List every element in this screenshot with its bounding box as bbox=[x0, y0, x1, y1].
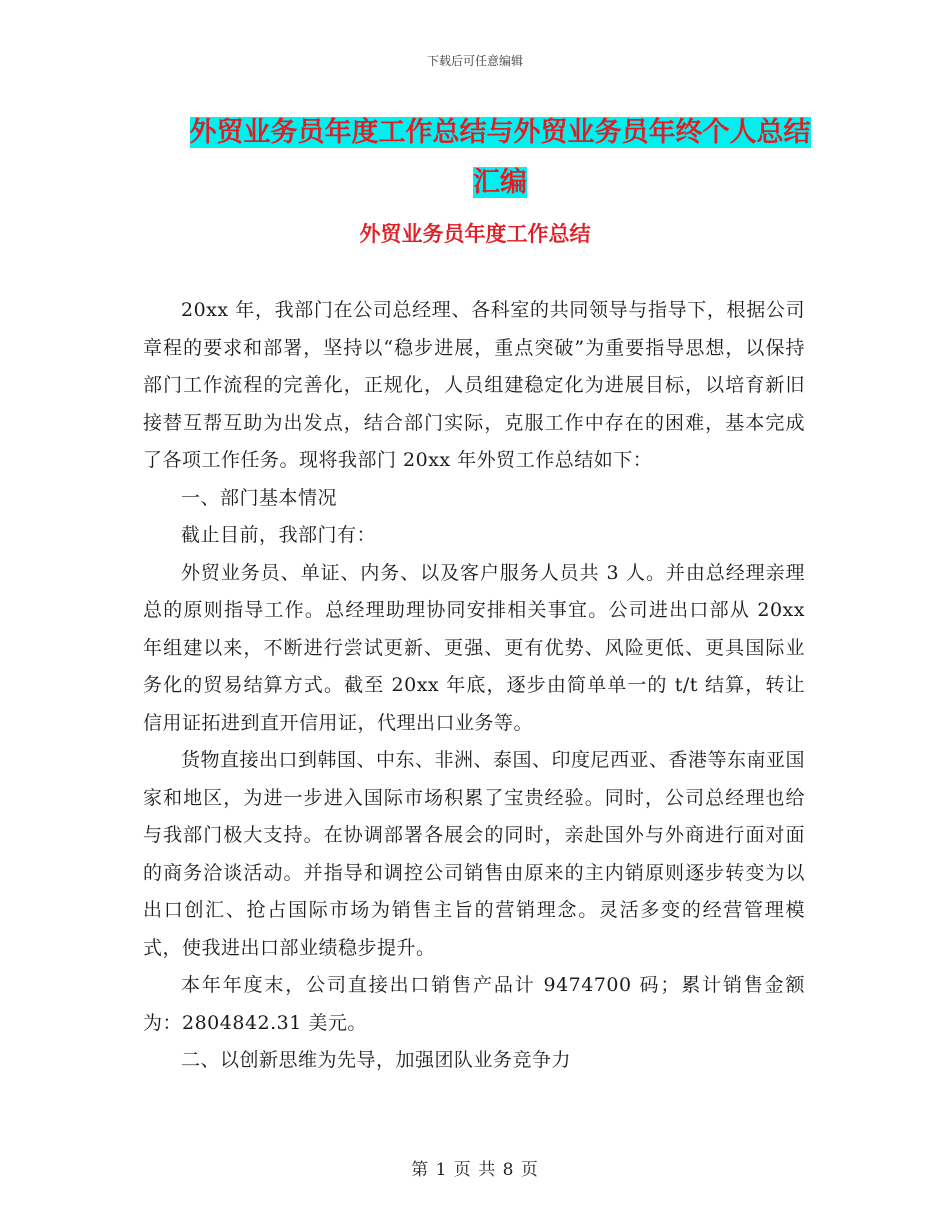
paragraph-as-of-now: 截止目前，我部门有： bbox=[181, 524, 377, 546]
body-text bbox=[143, 292, 805, 1080]
section-title: 外贸业务员年度工作总结 bbox=[359, 222, 591, 246]
page-footer: 第 1 页 共 8 页 bbox=[411, 1160, 539, 1180]
document-title-line-1: 外贸业务员年度工作总结与外贸业务员年终个人总结 bbox=[189, 117, 811, 148]
document-title bbox=[180, 108, 820, 208]
header-note: 下载后可任意编辑 bbox=[426, 54, 523, 68]
paragraph-export-markets: 货物直接出口到韩国、中东、非洲、泰国、印度尼西亚、香港等东南亚国家和地区，为进一步进入国际市场积累了宝贵经验。同时，公司总经理也给与我部门极大支持。在协调部署各展会的同时，亲赴国外与外商进行面对面的商务洽谈活动。并指导和调控公司销售由原来的主内销原则逐步转变为以出口创汇、抢占国际市场为销售主旨的营销理念。灵活多变的经营管理模式，使我进出口部业绩稳步提升。 bbox=[143, 749, 806, 959]
document-title-line-2: 汇编 bbox=[473, 167, 527, 198]
paragraph-intro: 20xx 年，我部门在公司总经理、各科室的共同领导与指导下，根据公司章程的要求和部署，坚持以“稳步进展，重点突破”为重要指导思想，以保持部门工作流程的完善化，正规化，人员组建稳定化为进展目标，以培育新旧接替互帮互助为出发点，结合部门实际，克服工作中存在的困难，基本完成了各项工作任务。现将我部门 20xx 年外贸工作总结如下： bbox=[143, 299, 805, 471]
paragraph-annual-sales: 本年年度末，公司直接出口销售产品计 9474700 码；累计销售金额为：2804842.31 美元。 bbox=[143, 974, 805, 1034]
paragraph-staff: 外贸业务员、单证、内务、以及客户服务人员共 3 人。并由总经理亲理总的原则指导工作。总经理助理协同安排相关事宜。公司进出口部从 20xx 年组建以来，不断进行尝试更新、更强、更有优势、风险更低、更具国际业务化的贸易结算方式。截至 20xx 年底，逐步由简单单一的 t/t 结算，转让信用证拓进到直开信用证，代理出口业务等。 bbox=[143, 561, 805, 734]
heading-department-overview: 一、部门基本情况 bbox=[181, 486, 338, 509]
heading-innovation: 二、以创新思维为先导，加强团队业务竞争力 bbox=[181, 1049, 572, 1071]
